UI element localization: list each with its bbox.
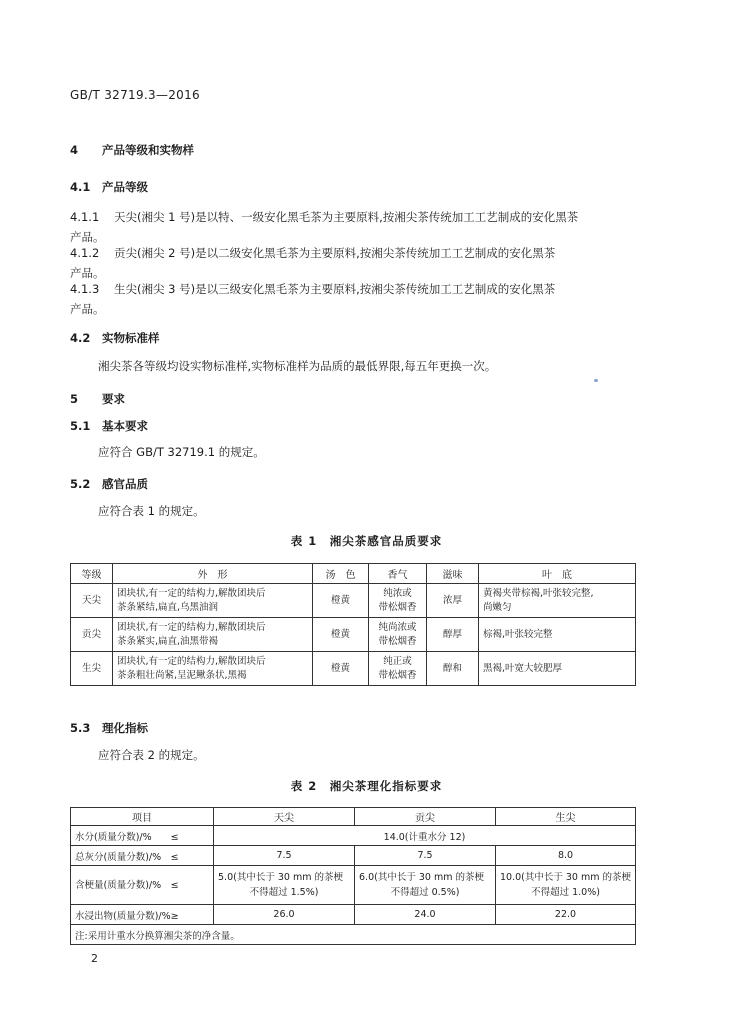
item-4-1-1-line2: 产品。 [70,230,105,244]
stalk-line: 不得超过 1.5%) [249,887,319,898]
section-5-2-heading [70,476,148,492]
aroma-line: 带松烟香 [378,669,417,681]
stalk-line: 不得超过 1.0%) [531,887,600,898]
table-row [71,584,636,618]
item-4-1-3-line2: 产品。 [70,302,105,316]
section-4-2-text: 湘尖茶各等级均设实物标准样,实物标准样为品质的最低界限,每五年更换一次。 [98,359,497,373]
section-5-number: 5 [70,392,79,406]
aroma-line: 纯浓或 [383,587,412,599]
item-4-1-3 [70,279,555,319]
section-4-2-number: 4.2 [70,331,91,345]
scan-speck [594,379,598,382]
ash-value-gongjian: 7.5 [355,846,496,866]
section-4-2-heading [70,330,160,346]
shape-cell [113,618,313,652]
ash-value-tianjian: 7.5 [214,846,355,866]
item-4-1-2 [70,243,555,283]
shape-cell [113,584,313,618]
section-5-2-text: 应符合表 1 的规定。 [98,504,205,518]
shape-cell [113,652,313,686]
table-row [71,826,636,846]
grade-cell: 生尖 [71,652,113,686]
stalk-label: 含梗量(质量分数)/% ≤ [71,866,214,905]
stalk-line: 不得超过 0.5%) [390,887,460,898]
grade-cell: 贡尖 [71,618,113,652]
shape-line: 团块状,有一定的结构力,解散团块后 [117,587,266,599]
aroma-cell [369,584,427,618]
shape-line: 团块状,有一定的结构力,解散团块后 [117,621,266,633]
stalk-line: 5.0(其中长于 30 mm 的茶梗 [218,872,343,883]
item-4-1-1-number: 4.1.1 [70,210,100,224]
table-1-header-row [71,564,636,584]
aroma-line: 纯尚浓或 [378,621,417,633]
table-2-header-gongjian: 贡尖 [355,808,496,826]
aroma-line: 纯正或 [383,655,412,667]
extract-value-shengjian: 22.0 [496,905,636,925]
section-5-2-title: 感官品质 [102,477,148,491]
section-5-title: 要求 [102,392,125,406]
table-2-caption: 表 2 湘尖茶理化指标要求 [290,779,443,793]
table-row [71,846,636,866]
item-4-1-2-line1: 贡尖(湘尖 2 号)是以二级安化黑毛茶为主要原料,按湘尖茶传统加工工艺制成的安化黑茶 [114,246,556,260]
table-1-header-grade: 等级 [71,564,113,584]
section-4-2-title: 实物标准样 [102,331,160,345]
section-4-1-number: 4.1 [70,180,91,194]
table-2-note: 注:采用计重水分换算湘尖茶的净含量。 [71,925,636,945]
section-5-3-text: 应符合表 2 的规定。 [98,748,205,762]
extract-value-tianjian: 26.0 [214,905,355,925]
table-1-header-shape: 外 形 [113,564,313,584]
grade-cell: 天尖 [71,584,113,618]
leaf-cell: 棕褐,叶张较完整 [479,618,636,652]
section-4-1-title: 产品等级 [102,180,148,194]
table-row [71,925,636,945]
stalk-line: 10.0(其中长于 30 mm 的茶梗 [500,872,632,883]
aroma-line: 带松烟香 [378,601,417,613]
item-4-1-3-number: 4.1.3 [70,282,100,296]
extract-label: 水浸出物(质量分数)/%≥ [71,905,214,925]
ash-value-shengjian: 8.0 [496,846,636,866]
aroma-cell [369,618,427,652]
section-5-3-number: 5.3 [70,721,91,735]
stalk-value-tianjian [214,866,355,905]
table-2-header-shengjian: 生尖 [496,808,636,826]
table-1-header-taste: 滋味 [427,564,479,584]
leaf-line: 尚嫩匀 [483,601,512,613]
moisture-value: 14.0(计重水分 12) [214,826,636,846]
table-row [71,618,636,652]
table-row [71,652,636,686]
table-1 [70,563,636,686]
moisture-label: 水分(质量分数)/% ≤ [71,826,214,846]
section-4-1-heading [70,179,148,195]
table-2-header-tianjian: 天尖 [214,808,355,826]
section-5-1-title: 基本要求 [102,419,148,433]
ash-label: 总灰分(质量分数)/% ≤ [71,846,214,866]
section-5-1-number: 5.1 [70,419,91,433]
shape-line: 团块状,有一定的结构力,解散团块后 [117,655,266,667]
color-cell: 橙黄 [313,618,369,652]
section-5-1-text: 应符合 GB/T 32719.1 的规定。 [98,445,265,459]
page-number: 2 [91,952,98,965]
table-2-header-row [71,808,636,826]
standard-number: GB/T 32719.3—2016 [70,88,200,102]
table-row [71,866,636,905]
leaf-line: 黄褐夹带棕褐,叶张较完整, [483,587,594,599]
section-4-number: 4 [70,143,79,157]
item-4-1-1 [70,207,578,247]
table-row [71,905,636,925]
taste-cell: 醇和 [427,652,479,686]
table-1-header-aroma: 香气 [369,564,427,584]
shape-line: 茶条粗壮尚紧,呈泥鳅条状,黑褐 [117,669,247,681]
leaf-cell: 黑褐,叶宽大较肥厚 [479,652,636,686]
table-2 [70,807,636,945]
stalk-value-gongjian [355,866,496,905]
table-1-header-leaf: 叶 底 [479,564,636,584]
item-4-1-2-number: 4.1.2 [70,246,100,260]
section-5-1-heading [70,418,148,434]
shape-line: 茶条紧结,扁直,乌黑油润 [117,601,219,613]
item-4-1-1-line1: 天尖(湘尖 1 号)是以特、一级安化黑毛茶为主要原料,按湘尖茶传统加工工艺制成的安化黑茶 [114,210,579,224]
table-2-header-item: 项目 [71,808,214,826]
section-4-heading [70,142,194,158]
taste-cell: 浓厚 [427,584,479,618]
color-cell: 橙黄 [313,652,369,686]
stalk-line: 6.0(其中长于 30 mm 的茶梗 [359,872,484,883]
extract-value-gongjian: 24.0 [355,905,496,925]
taste-cell: 醇厚 [427,618,479,652]
section-5-3-heading [70,720,148,736]
aroma-cell [369,652,427,686]
aroma-line: 带松烟香 [378,635,417,647]
table-1-caption: 表 1 湘尖茶感官品质要求 [290,534,443,548]
color-cell: 橙黄 [313,584,369,618]
item-4-1-2-line2: 产品。 [70,266,105,280]
item-4-1-3-line1: 生尖(湘尖 3 号)是以三级安化黑毛茶为主要原料,按湘尖茶传统加工工艺制成的安化黑茶 [114,282,556,296]
section-5-2-number: 5.2 [70,477,91,491]
table-1-header-color: 汤 色 [313,564,369,584]
section-4-title: 产品等级和实物样 [102,143,194,157]
stalk-value-shengjian [496,866,636,905]
section-5-heading [70,391,125,407]
leaf-cell [479,584,636,618]
section-5-3-title: 理化指标 [102,721,148,735]
shape-line: 茶条紧实,扁直,油黑带褐 [117,635,219,647]
